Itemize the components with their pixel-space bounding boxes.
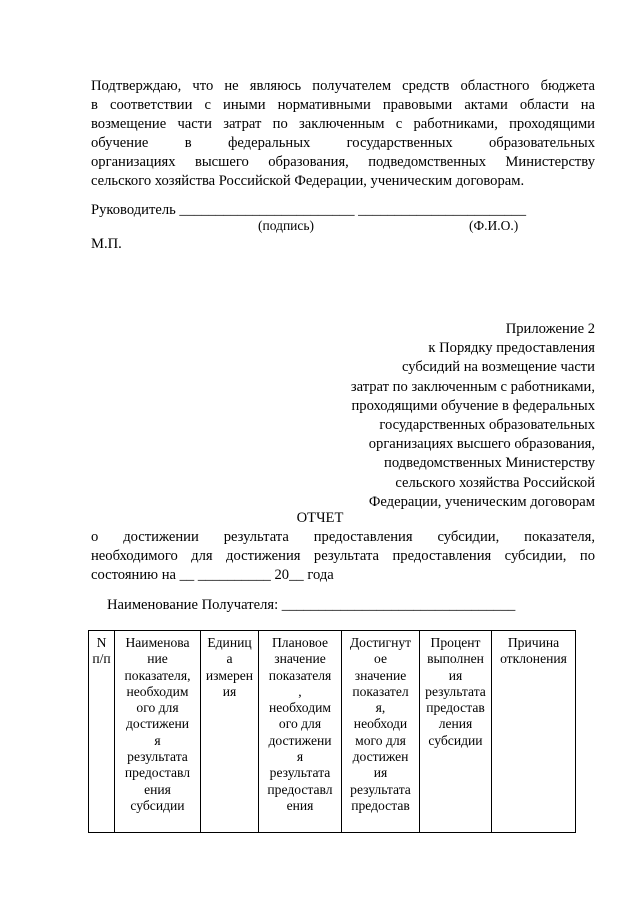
column-header-line: результата — [425, 683, 486, 699]
report-title: ОТЧЕТ — [296, 510, 344, 526]
confirmation-line: возмещение части затрат по заключенным с работниками, проходящими — [91, 116, 595, 132]
report-line: необходимого для достижения результата предоставления субсидии, по — [91, 548, 595, 564]
appendix-line: сельского хозяйства Российской — [395, 474, 595, 491]
column-header-line: результата — [127, 749, 188, 765]
column-header-completion-percent — [420, 631, 492, 833]
column-header-line: результата — [350, 781, 411, 797]
column-header-line: ления — [438, 716, 473, 732]
appendix-line: подведомственных Министерству — [384, 455, 595, 472]
report-line: о достижении результата предоставления субсидии, показателя, — [91, 529, 595, 545]
column-header-line: Наименова — [125, 635, 190, 650]
column-header-line: предоставл — [267, 781, 333, 797]
column-header-line: необходи — [353, 716, 408, 732]
column-header-number — [89, 631, 115, 833]
appendix-line: затрат по заключенным с работниками, — [350, 378, 595, 395]
column-header-line: Причина — [507, 635, 560, 650]
confirmation-paragraph — [91, 77, 595, 191]
column-header-line: предоставл — [124, 765, 191, 781]
column-header-line: достижени — [268, 732, 332, 748]
appendix-line: проходящими обучение в федеральных — [351, 397, 595, 414]
column-header-line: выполнен — [427, 651, 484, 667]
column-header-planned-value — [259, 631, 342, 833]
column-header-line: показател — [352, 683, 409, 699]
column-header-line: показателя — [268, 667, 332, 683]
column-header-line: а — [226, 651, 233, 667]
column-header-line: достижен — [352, 749, 409, 765]
column-header-line: , — [298, 683, 302, 699]
column-header-line: я — [296, 749, 304, 765]
name-caption: (Ф.И.О.) — [469, 218, 519, 233]
column-header-line: ения — [286, 797, 314, 813]
appendix-line: Приложение 2 — [505, 321, 595, 337]
column-header-unit — [201, 631, 259, 833]
table-header-row — [89, 631, 576, 833]
column-header-line: мого для — [355, 732, 406, 748]
column-header-line: п/п — [92, 651, 111, 667]
column-header-line: ия — [222, 683, 237, 699]
column-header-line: необходим — [126, 683, 189, 699]
confirmation-line: в соответствии с иными нормативными правовыми актами области на — [91, 97, 595, 113]
report-subtitle — [91, 528, 595, 585]
column-header-line: результата — [269, 765, 331, 781]
column-header-line: Достигнут — [349, 635, 412, 650]
column-header-line: предостав — [426, 700, 485, 716]
appendix-line: субсидий на возмещение части — [401, 359, 595, 376]
column-header-line: Плановое — [271, 635, 329, 650]
column-header-line: Единиц — [207, 635, 252, 650]
column-header-line: я — [154, 732, 161, 748]
confirmation-line: организациях высшего образования, подведомственных Министерству — [91, 154, 595, 170]
appendix-line: государственных образовательных — [379, 417, 595, 434]
confirmation-line: сельского хозяйства Российской Федерации, ученическим договорам. — [91, 173, 525, 189]
report-line: состоянию на __ __________ 20__ года — [91, 567, 334, 583]
signature-line: Руководитель ________________________ _______________________ — [91, 202, 527, 218]
stamp-label: М.П. — [91, 236, 122, 252]
column-header-line: необходим — [269, 700, 331, 716]
column-header-deviation-reason — [492, 631, 576, 833]
column-header-line: ого для — [136, 700, 179, 716]
column-header-line: достижени — [125, 716, 190, 732]
column-header-line: ого для — [278, 716, 322, 732]
confirmation-line: Подтверждаю, что не являюсь получателем средств областного бюджета — [91, 78, 595, 94]
column-header-line: значение — [274, 651, 326, 667]
column-header-line: N — [96, 635, 107, 650]
column-header-line: ия — [373, 765, 388, 781]
column-header-line: Процент — [430, 635, 481, 650]
column-header-line: ия — [448, 667, 463, 683]
column-header-line: ние — [147, 651, 168, 667]
recipient-line: Наименование Получателя: ________________________________ — [107, 597, 516, 613]
report-table — [88, 630, 576, 833]
appendix-line: к Порядку предоставления — [428, 340, 595, 357]
column-header-line: значение — [354, 667, 407, 683]
column-header-line: отклонения — [500, 651, 567, 667]
column-header-line: субсидии — [428, 732, 483, 748]
column-header-line: ения — [144, 781, 171, 797]
column-header-line: измерен — [205, 667, 254, 683]
column-header-achieved-value — [342, 631, 420, 833]
column-header-line: субсидии — [130, 797, 185, 813]
appendix-header — [295, 320, 595, 512]
column-header-line: предостав — [351, 797, 410, 813]
column-header-line: ое — [374, 651, 387, 667]
column-header-line: я, — [375, 700, 386, 716]
signature-caption: (подпись) — [258, 218, 315, 233]
confirmation-line: обучение в федеральных государственных образовательных — [91, 135, 595, 151]
appendix-line: организациях высшего образования, — [368, 436, 595, 453]
appendix-line: Федерации, ученическим договорам — [368, 493, 595, 510]
column-header-line: показателя, — [124, 667, 191, 683]
column-header-indicator-name — [115, 631, 201, 833]
